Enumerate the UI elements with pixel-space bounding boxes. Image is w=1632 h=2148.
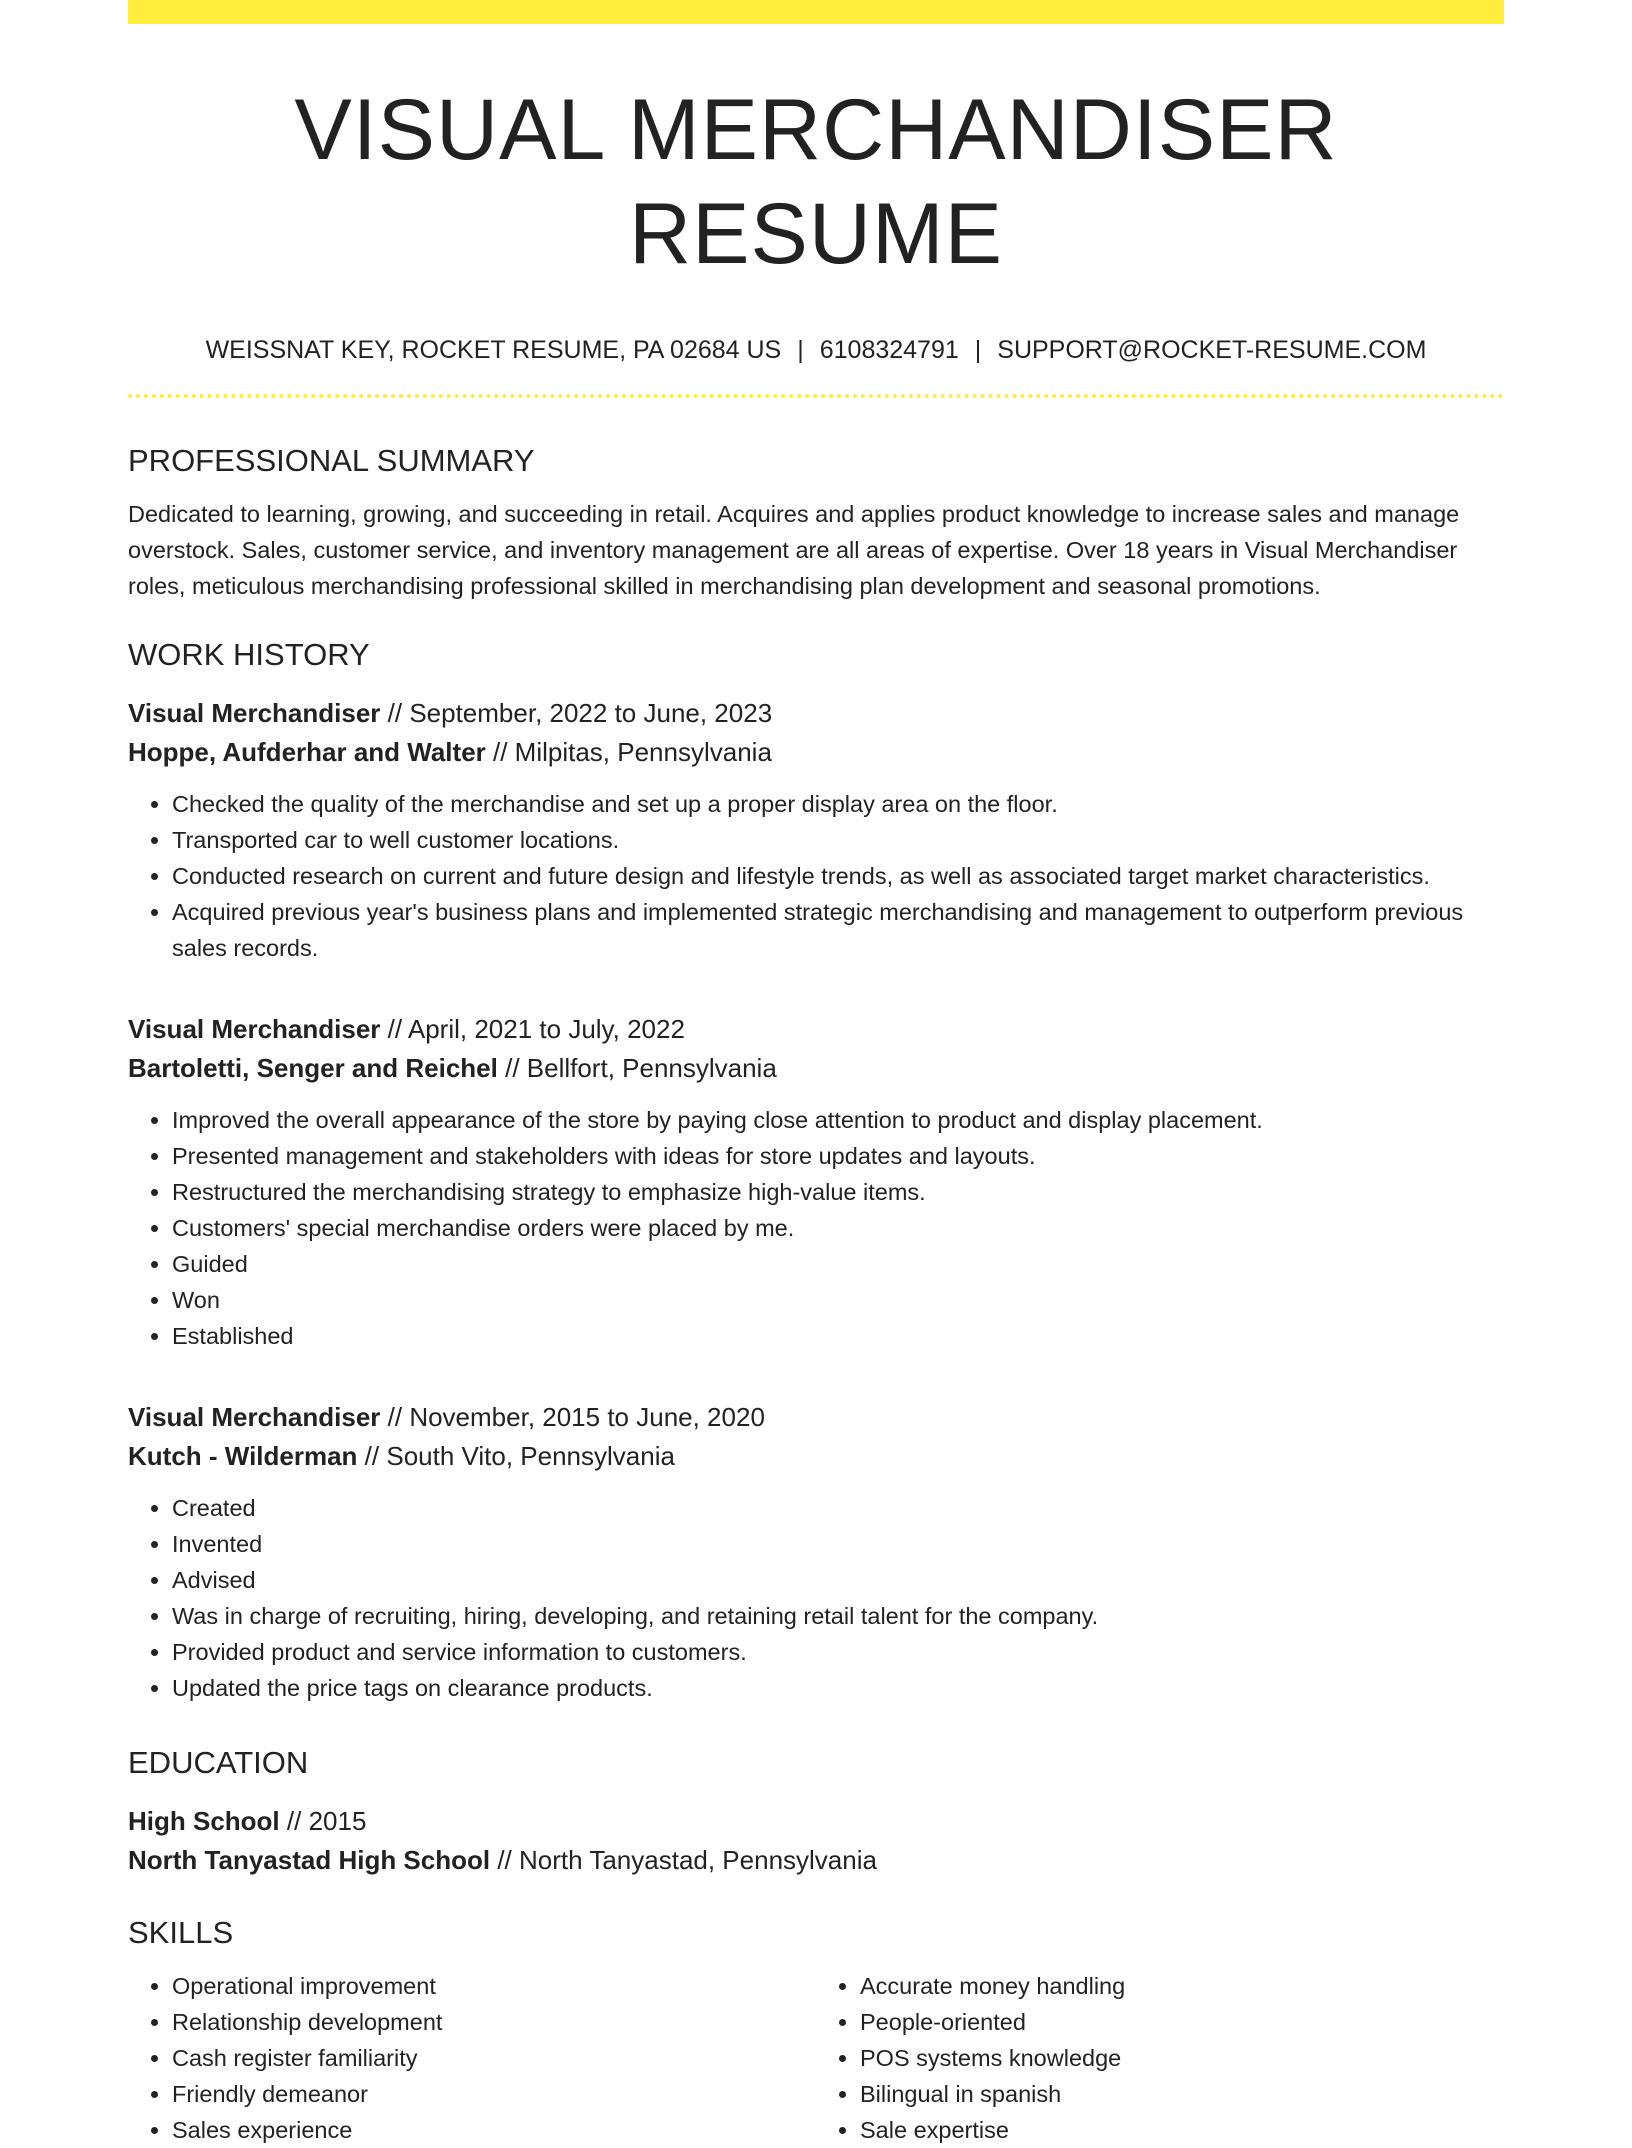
education-location: // North Tanyastad, Pennsylvania [490,1845,877,1875]
skill-item: • Operational improvement [172,1968,816,2004]
job-bullets [128,1490,1504,1706]
job-bullet: • Conducted research on current and future design and lifestyle trends, as well as associated target market characteristics. [172,858,1504,894]
summary-heading: PROFESSIONAL SUMMARY [128,443,535,478]
job-company-line [128,733,1504,772]
skills-heading: SKILLS [128,1915,234,1950]
job-location: // South Vito, Pennsylvania [357,1441,675,1471]
contact-separator: | [797,336,804,364]
education-school-line [128,1841,1504,1880]
skill-item: • People-oriented [860,2004,1504,2040]
summary-text: Dedicated to learning, growing, and succeeding in retail. Acquires and applies product knowledge to increase sales and manage overstock. Sales, customer service, and inventory management are all areas of expertise. Over 18 years in Visual Merchandiser roles, meticulous merchandising professional skilled in merchandising plan development and seasonal promotions. [128,501,1460,599]
job-company: Bartoletti, Senger and Reichel [128,1053,498,1083]
resume-content [128,0,1504,2148]
job-bullet: • Was in charge of recruiting, hiring, developing, and retaining retail talent for the company. [172,1598,1504,1634]
job-entry [128,1398,1504,1706]
skill-item: • Accurate money handling [860,1968,1504,2004]
job-bullet: • Restructured the merchandising strategy to emphasize high-value items. [172,1174,1504,1210]
contact-email: SUPPORT@ROCKET-RESUME.COM [997,336,1427,364]
job-dates: // April, 2021 to July, 2022 [380,1014,685,1044]
job-title: Visual Merchandiser [128,1402,381,1432]
education-degree-line [128,1802,1504,1841]
job-bullet: • Improved the overall appearance of the store by paying close attention to product and display placement. [172,1102,1504,1138]
job-bullet: • Won [172,1282,1504,1318]
job-title-line [128,1398,1504,1437]
skill-item: • Sale expertise [860,2112,1504,2148]
job-bullet: • Customers' special merchandise orders were placed by me. [172,1210,1504,1246]
job-entry [128,1010,1504,1354]
job-bullet: • Presented management and stakeholders with ideas for store updates and layouts. [172,1138,1504,1174]
education-year: // 2015 [279,1806,367,1836]
job-bullet: • Created [172,1490,1504,1526]
skill-item: • Cash register familiarity [172,2040,816,2076]
job-entry [128,694,1504,966]
education-entry [128,1802,1504,1880]
job-location: // Milpitas, Pennsylvania [485,737,772,767]
job-company: Kutch - Wilderman [128,1441,358,1471]
job-company: Hoppe, Aufderhar and Walter [128,737,486,767]
skills-right-list [816,1968,1504,2148]
job-bullet: • Acquired previous year's business plans and implemented strategic merchandising and management to outperform previous sales records. [172,894,1504,966]
skill-item: • Bilingual in spanish [860,2076,1504,2112]
job-company-line [128,1437,1504,1476]
job-dates: // September, 2022 to June, 2023 [380,698,773,728]
job-dates: // November, 2015 to June, 2020 [380,1402,765,1432]
job-company-line [128,1049,1504,1088]
work-history-heading: WORK HISTORY [128,637,370,672]
contact-address: WEISSNAT KEY, ROCKET RESUME, PA 02684 US [205,336,782,364]
resume-title: VISUAL MERCHANDISER RESUME [294,82,1338,282]
job-bullet: • Updated the price tags on clearance products. [172,1670,1504,1706]
job-title-line [128,694,1504,733]
job-title-line [128,1010,1504,1049]
job-bullet: • Advised [172,1562,1504,1598]
dotted-divider [128,394,1504,398]
education-degree: High School [128,1806,280,1836]
contact-phone: 6108324791 [819,336,959,364]
skill-item: • Sales experience [172,2112,816,2148]
skills-left-list [128,1968,816,2148]
job-bullet: • Established [172,1318,1504,1354]
job-title: Visual Merchandiser [128,1014,381,1044]
job-bullets [128,1102,1504,1354]
job-bullet: • Transported car to well customer locations. [172,822,1504,858]
job-bullet: • Guided [172,1246,1504,1282]
job-title: Visual Merchandiser [128,698,381,728]
job-bullet: • Invented [172,1526,1504,1562]
skill-item: • POS systems knowledge [860,2040,1504,2076]
contact-separator: | [974,336,982,364]
skill-item: • Relationship development [172,2004,816,2040]
skills-columns [128,1954,1504,2148]
job-bullet: • Checked the quality of the merchandise and set up a proper display area on the floor. [172,786,1504,822]
education-heading: EDUCATION [128,1745,309,1780]
contact-line [128,332,1504,368]
job-location: // Bellfort, Pennsylvania [497,1053,777,1083]
job-bullet: • Provided product and service information to customers. [172,1634,1504,1670]
skill-item: • Friendly demeanor [172,2076,816,2112]
job-bullets [128,786,1504,966]
education-school: North Tanyastad High School [128,1845,491,1875]
